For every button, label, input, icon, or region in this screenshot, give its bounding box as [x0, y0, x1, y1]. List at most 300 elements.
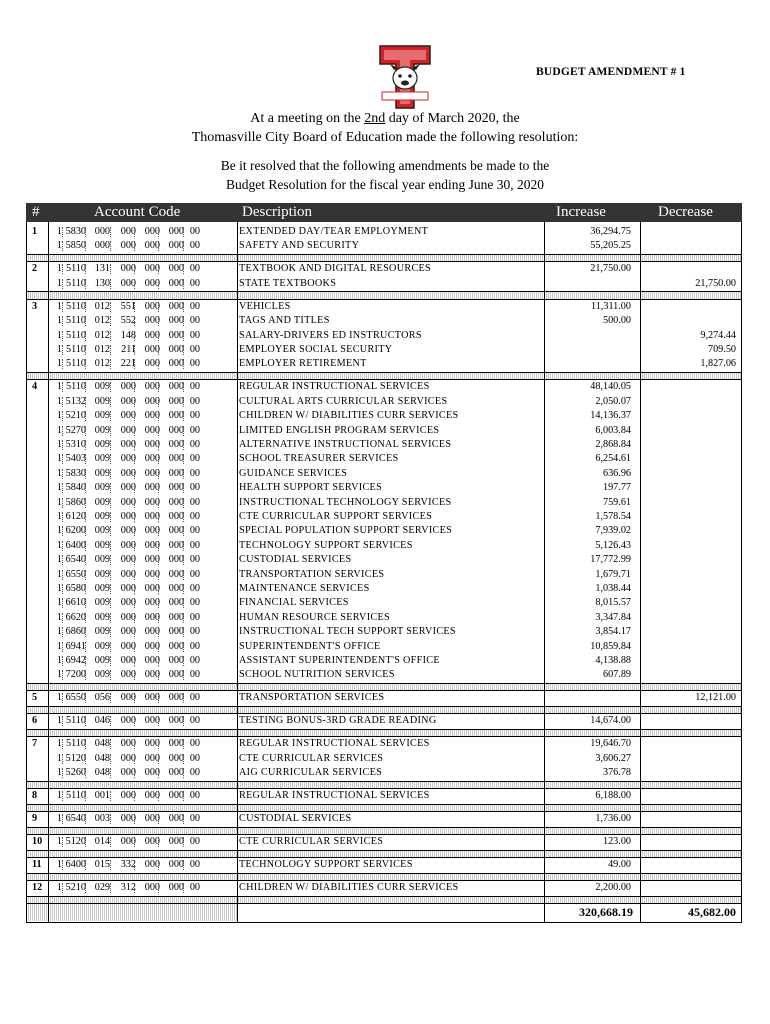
- account-segment: 1: [56, 358, 62, 370]
- account-segment: 000: [144, 597, 160, 609]
- account-segment: 000: [120, 715, 136, 727]
- col-account-header: Account Code: [94, 204, 181, 220]
- row-description: SCHOOL NUTRITION SERVICES: [239, 669, 395, 681]
- account-segment: 000: [168, 752, 184, 764]
- account-segment: 000: [120, 277, 136, 289]
- account-segment: 00: [189, 300, 200, 312]
- account-segment: 000: [144, 655, 160, 666]
- account-segment: 009: [94, 568, 110, 580]
- account-segment: 1: [56, 859, 62, 871]
- row-increase: 49.00: [608, 859, 631, 871]
- row-increase: 5,126.43: [595, 539, 631, 551]
- account-segment: 000: [120, 424, 136, 436]
- account-segment: 012: [94, 300, 110, 312]
- table-row: [26, 481, 742, 495]
- account-segment: 000: [120, 611, 136, 623]
- account-segment: 6942: [65, 655, 86, 666]
- col-decrease-header: Decrease: [658, 204, 713, 220]
- account-segment: 5850: [65, 240, 86, 252]
- account-segment: 000: [120, 813, 136, 825]
- table-row: [26, 539, 742, 553]
- account-segment: 000: [168, 790, 184, 802]
- account-segment: 048: [94, 738, 110, 750]
- row-increase: 6,254.61: [595, 453, 631, 465]
- account-segment: 000: [120, 655, 136, 666]
- account-segment: 012: [94, 344, 110, 355]
- col-description-header: Description: [242, 204, 312, 220]
- table-row: [26, 812, 742, 826]
- account-segment: 000: [120, 767, 136, 779]
- account-segment: 000: [168, 626, 184, 638]
- account-segment: 000: [168, 496, 184, 508]
- account-segment: 009: [94, 496, 110, 508]
- account-segment: 000: [168, 692, 184, 704]
- account-segment: 009: [94, 669, 110, 681]
- account-segment: 000: [144, 738, 160, 750]
- account-segment: 1: [56, 424, 62, 436]
- account-segment: 000: [120, 240, 136, 252]
- row-description: SALARY-DRIVERS ED INSTRUCTORS: [239, 329, 422, 341]
- intro-line-2: Thomasville City Board of Education made the following resolution:: [191, 130, 579, 145]
- account-segment: 000: [168, 640, 184, 652]
- group-number: 2: [32, 263, 38, 275]
- account-segment: 000: [168, 226, 184, 237]
- account-segment: 00: [189, 511, 200, 522]
- account-segment: 000: [168, 300, 184, 312]
- row-description: CULTURAL ARTS CURRICULAR SERVICES: [239, 395, 448, 407]
- row-increase: 10,859.84: [590, 640, 631, 652]
- account-segment: 000: [144, 813, 160, 825]
- account-segment: 5110: [66, 790, 86, 802]
- table-row: [26, 424, 742, 438]
- account-segment: 1: [56, 277, 62, 289]
- account-segment: 5120: [65, 752, 86, 764]
- total-decrease: 45,682.00: [688, 905, 736, 920]
- account-segment: 000: [168, 882, 184, 894]
- account-segment: 000: [168, 583, 184, 594]
- account-segment: 009: [94, 439, 110, 450]
- table-row: [26, 766, 742, 780]
- account-segment: 00: [189, 539, 200, 551]
- account-segment: 009: [94, 467, 110, 479]
- account-segment: 000: [168, 767, 184, 779]
- account-segment: 5132: [65, 395, 86, 407]
- table-row: [26, 329, 742, 343]
- account-segment: 1: [56, 640, 62, 652]
- account-segment: 009: [94, 511, 110, 522]
- row-description: MAINTENANCE SERVICES: [239, 583, 370, 594]
- account-segment: 6860: [65, 626, 86, 638]
- account-segment: 00: [189, 439, 200, 450]
- row-increase: 6,003.84: [595, 424, 631, 436]
- account-segment: 1: [56, 467, 62, 479]
- row-description: HEALTH SUPPORT SERVICES: [239, 482, 383, 494]
- account-segment: 00: [189, 554, 200, 566]
- account-segment: 1: [56, 752, 62, 764]
- account-segment: 000: [168, 859, 184, 871]
- col-increase-header: Increase: [556, 204, 606, 220]
- account-segment: 1: [56, 790, 62, 802]
- group-number: 6: [32, 715, 38, 727]
- account-segment: 1: [56, 525, 62, 537]
- table-row: [26, 277, 742, 291]
- row-increase: 3,854.17: [595, 626, 631, 638]
- table-row: [26, 395, 742, 409]
- row-description: TEXTBOOK AND DIGITAL RESOURCES: [239, 263, 432, 275]
- account-segment: 000: [168, 611, 184, 623]
- account-segment: 000: [168, 669, 184, 681]
- account-segment: 6550: [65, 692, 86, 704]
- row-description: AIG CURRICULAR SERVICES: [239, 767, 383, 779]
- account-segment: 000: [168, 315, 184, 327]
- account-segment: 009: [94, 611, 110, 623]
- account-segment: 000: [144, 344, 160, 355]
- resolution-line-2: Budget Resolution for the fiscal year ending June 30, 2020: [226, 177, 544, 192]
- account-segment: 00: [189, 767, 200, 779]
- account-segment: 1: [56, 626, 62, 638]
- table-row: [26, 611, 742, 625]
- account-segment: 012: [94, 329, 110, 341]
- account-segment: 000: [168, 738, 184, 750]
- account-segment: 009: [94, 554, 110, 566]
- account-segment: 00: [189, 482, 200, 494]
- account-segment: 00: [189, 669, 200, 681]
- row-description: SUPERINTENDENT'S OFFICE: [239, 640, 381, 652]
- account-segment: 5110: [66, 315, 86, 327]
- account-segment: 000: [120, 669, 136, 681]
- table-row: [26, 300, 742, 314]
- account-segment: 009: [94, 626, 110, 638]
- row-description: TRANSPORTATION SERVICES: [239, 568, 385, 580]
- row-increase: 48,140.05: [590, 381, 631, 393]
- account-segment: 000: [168, 381, 184, 393]
- account-segment: 00: [189, 752, 200, 764]
- account-segment: 000: [144, 554, 160, 566]
- table-row: [26, 380, 742, 394]
- account-segment: 5210: [65, 410, 86, 422]
- group-number: 12: [32, 882, 43, 894]
- row-increase: 36,294.75: [590, 226, 631, 237]
- account-segment: 000: [168, 597, 184, 609]
- row-decrease: 1,827.06: [700, 358, 736, 370]
- account-segment: 000: [120, 496, 136, 508]
- group-number: 8: [32, 790, 38, 802]
- account-segment: 5860: [65, 496, 86, 508]
- account-segment: 1: [56, 410, 62, 422]
- row-description: TESTING BONUS-3RD GRADE READING: [239, 715, 437, 727]
- group-number: 11: [32, 859, 42, 871]
- account-segment: 1: [56, 597, 62, 609]
- row-increase: 123.00: [602, 836, 631, 848]
- account-segment: 000: [144, 752, 160, 764]
- account-segment: 000: [120, 511, 136, 522]
- group-number: 10: [32, 836, 43, 848]
- account-segment: 1: [56, 813, 62, 825]
- account-segment: 000: [144, 439, 160, 450]
- row-description: SPECIAL POPULATION SUPPORT SERVICES: [239, 525, 453, 537]
- table-row: [26, 714, 742, 728]
- account-segment: 00: [189, 240, 200, 252]
- account-segment: 000: [144, 315, 160, 327]
- account-segment: 000: [144, 381, 160, 393]
- account-segment: 000: [144, 640, 160, 652]
- account-segment: 015: [94, 859, 110, 871]
- account-segment: 000: [144, 482, 160, 494]
- row-decrease: 12,121.00: [695, 692, 736, 704]
- account-segment: 000: [120, 583, 136, 594]
- row-description: REGULAR INSTRUCTIONAL SERVICES: [239, 790, 430, 802]
- row-increase: 1,736.00: [595, 813, 631, 825]
- account-segment: 1: [56, 240, 62, 252]
- account-segment: 00: [189, 226, 200, 237]
- row-increase: 759.61: [602, 496, 631, 508]
- account-segment: 552: [120, 315, 136, 327]
- account-segment: 1: [56, 395, 62, 407]
- account-segment: 00: [189, 692, 200, 704]
- account-segment: 6540: [65, 813, 86, 825]
- row-decrease: 9,274.44: [700, 329, 736, 341]
- account-segment: 000: [120, 525, 136, 537]
- account-segment: 000: [144, 790, 160, 802]
- account-segment: 148: [120, 329, 136, 341]
- account-segment: 00: [189, 859, 200, 871]
- row-description: ALTERNATIVE INSTRUCTIONAL SERVICES: [239, 439, 452, 450]
- account-segment: 046: [94, 715, 110, 727]
- account-segment: 6550: [65, 568, 86, 580]
- account-segment: 00: [189, 277, 200, 289]
- account-segment: 012: [94, 358, 110, 370]
- account-segment: 000: [120, 738, 136, 750]
- account-segment: 000: [168, 439, 184, 450]
- account-segment: 000: [168, 836, 184, 848]
- group-number: 4: [32, 381, 38, 393]
- account-segment: 000: [144, 611, 160, 623]
- account-segment: 000: [120, 752, 136, 764]
- account-segment: 000: [144, 496, 160, 508]
- account-segment: 6620: [65, 611, 86, 623]
- account-segment: 000: [120, 482, 136, 494]
- account-segment: 00: [189, 626, 200, 638]
- account-segment: 1: [56, 539, 62, 551]
- table-row: [26, 343, 742, 357]
- account-segment: 1: [56, 511, 62, 522]
- total-increase: 320,668.19: [579, 905, 633, 920]
- account-segment: 000: [168, 655, 184, 666]
- account-segment: 1: [56, 315, 62, 327]
- account-segment: 1: [56, 496, 62, 508]
- account-segment: 048: [94, 752, 110, 764]
- account-segment: 000: [144, 263, 160, 275]
- table-row: [26, 496, 742, 510]
- row-increase: 2,200.00: [595, 882, 631, 894]
- group-number: 5: [32, 692, 38, 704]
- account-segment: 000: [144, 453, 160, 465]
- table-row: [26, 654, 742, 668]
- account-segment: 000: [120, 395, 136, 407]
- account-segment: 009: [94, 597, 110, 609]
- row-description: LIMITED ENGLISH PROGRAM SERVICES: [239, 424, 440, 436]
- account-segment: 000: [144, 882, 160, 894]
- account-segment: 000: [120, 836, 136, 848]
- account-segment: 00: [189, 395, 200, 407]
- row-increase: 3,606.27: [595, 752, 631, 764]
- row-description: TECHNOLOGY SUPPORT SERVICES: [239, 539, 413, 551]
- table-row: [26, 467, 742, 481]
- school-logo: [378, 44, 432, 110]
- account-segment: 000: [144, 410, 160, 422]
- account-segment: 5260: [65, 767, 86, 779]
- account-segment: 000: [144, 300, 160, 312]
- account-segment: 1: [56, 329, 62, 341]
- row-increase: 1,578.54: [595, 511, 631, 522]
- account-segment: 014: [94, 836, 110, 848]
- account-segment: 00: [189, 568, 200, 580]
- row-increase: 17,772.99: [590, 554, 631, 566]
- table-row: [26, 568, 742, 582]
- account-segment: 1: [56, 439, 62, 450]
- row-description: REGULAR INSTRUCTIONAL SERVICES: [239, 738, 430, 750]
- account-segment: 00: [189, 496, 200, 508]
- table-row: [26, 640, 742, 654]
- account-segment: 000: [120, 381, 136, 393]
- account-segment: 000: [94, 226, 110, 237]
- account-segment: 000: [120, 539, 136, 551]
- table-row: [26, 438, 742, 452]
- table-row: [26, 881, 742, 895]
- account-segment: 000: [168, 511, 184, 522]
- account-segment: 000: [120, 568, 136, 580]
- account-segment: 1: [56, 692, 62, 704]
- row-increase: 19,646.70: [590, 738, 631, 750]
- account-segment: 6400: [65, 539, 86, 551]
- account-segment: 00: [189, 453, 200, 465]
- account-segment: 000: [144, 424, 160, 436]
- account-segment: 000: [120, 640, 136, 652]
- account-segment: 029: [94, 882, 110, 894]
- account-segment: 131: [94, 263, 110, 275]
- account-segment: 009: [94, 482, 110, 494]
- group-number: 3: [32, 300, 38, 312]
- account-segment: 130: [94, 277, 110, 289]
- account-segment: 5110: [66, 358, 86, 370]
- account-segment: 312: [120, 882, 136, 894]
- account-segment: 00: [189, 410, 200, 422]
- row-description: EXTENDED DAY/TEAR EMPLOYMENT: [239, 226, 429, 237]
- table-row: [26, 314, 742, 328]
- account-segment: 000: [144, 511, 160, 522]
- account-segment: 000: [144, 226, 160, 237]
- row-description: CUSTODIAL SERVICES: [239, 554, 352, 566]
- table-row: [26, 625, 742, 639]
- account-segment: 00: [189, 611, 200, 623]
- account-segment: 1: [56, 344, 62, 355]
- account-segment: 009: [94, 525, 110, 537]
- account-segment: 1: [56, 715, 62, 727]
- table-row: [26, 752, 742, 766]
- account-segment: 009: [94, 410, 110, 422]
- table-row: [26, 596, 742, 610]
- table-row: [26, 858, 742, 872]
- account-segment: 000: [144, 395, 160, 407]
- row-description: CTE CURRICULAR SERVICES: [239, 836, 384, 848]
- table-row: [26, 510, 742, 524]
- account-segment: 048: [94, 767, 110, 779]
- account-segment: 000: [120, 410, 136, 422]
- row-increase: 8,015.57: [595, 597, 631, 609]
- account-segment: 00: [189, 358, 200, 370]
- account-segment: 7200: [65, 669, 86, 681]
- group-number: 7: [32, 738, 38, 750]
- account-segment: 00: [189, 315, 200, 327]
- row-description: CHILDREN W/ DIABILITIES CURR SERVICES: [239, 882, 459, 894]
- account-segment: 000: [144, 692, 160, 704]
- resolution-line-1: Be it resolved that the following amendments be made to the: [220, 158, 550, 173]
- account-segment: 00: [189, 655, 200, 666]
- account-segment: 000: [144, 715, 160, 727]
- row-increase: 2,868.84: [595, 439, 631, 450]
- account-segment: 00: [189, 583, 200, 594]
- account-segment: 1: [56, 583, 62, 594]
- account-segment: 551: [120, 300, 136, 312]
- row-increase: 4,138.88: [595, 655, 631, 666]
- row-increase: 500.00: [602, 315, 631, 327]
- account-segment: 000: [168, 329, 184, 341]
- account-segment: 001: [94, 790, 110, 802]
- group-number: 9: [32, 813, 38, 825]
- account-segment: 009: [94, 539, 110, 551]
- account-segment: 000: [144, 583, 160, 594]
- account-segment: 009: [94, 655, 110, 666]
- account-segment: 00: [189, 813, 200, 825]
- row-description: FINANCIAL SERVICES: [239, 597, 349, 609]
- account-segment: 00: [189, 738, 200, 750]
- account-segment: 5270: [65, 424, 86, 436]
- account-segment: 000: [144, 767, 160, 779]
- account-segment: 00: [189, 424, 200, 436]
- account-segment: 6610: [65, 597, 86, 609]
- account-segment: 1: [56, 263, 62, 275]
- account-segment: 6941: [65, 640, 86, 652]
- account-segment: 00: [189, 525, 200, 537]
- row-description: CHILDREN W/ DIABILITIES CURR SERVICES: [239, 410, 459, 422]
- account-segment: 000: [144, 836, 160, 848]
- account-segment: 000: [168, 424, 184, 436]
- account-segment: 000: [168, 277, 184, 289]
- account-segment: 6400: [65, 859, 86, 871]
- intro-line-1: At a meeting on the 2nd day of March 2020, the: [250, 111, 520, 126]
- row-increase: 607.89: [602, 669, 631, 681]
- account-segment: 332: [120, 859, 136, 871]
- row-decrease: 709.50: [707, 344, 736, 355]
- row-description: TAGS AND TITLES: [239, 315, 330, 327]
- account-segment: 5110: [66, 300, 86, 312]
- account-segment: 00: [189, 640, 200, 652]
- amendment-title: BUDGET AMENDMENT # 1: [536, 66, 686, 78]
- account-segment: 5830: [65, 226, 86, 237]
- row-increase: 6,188.00: [595, 790, 631, 802]
- row-increase: 55,205.25: [590, 240, 631, 252]
- account-segment: 000: [144, 626, 160, 638]
- account-segment: 211: [121, 344, 136, 355]
- account-segment: 012: [94, 315, 110, 327]
- total-row: [26, 903, 742, 921]
- account-segment: 000: [168, 410, 184, 422]
- row-description: HUMAN RESOURCE SERVICES: [239, 611, 390, 623]
- account-segment: 1: [56, 836, 62, 848]
- table-header: [26, 203, 742, 222]
- row-increase: 1,038.44: [595, 583, 631, 594]
- group-number: 1: [32, 226, 38, 237]
